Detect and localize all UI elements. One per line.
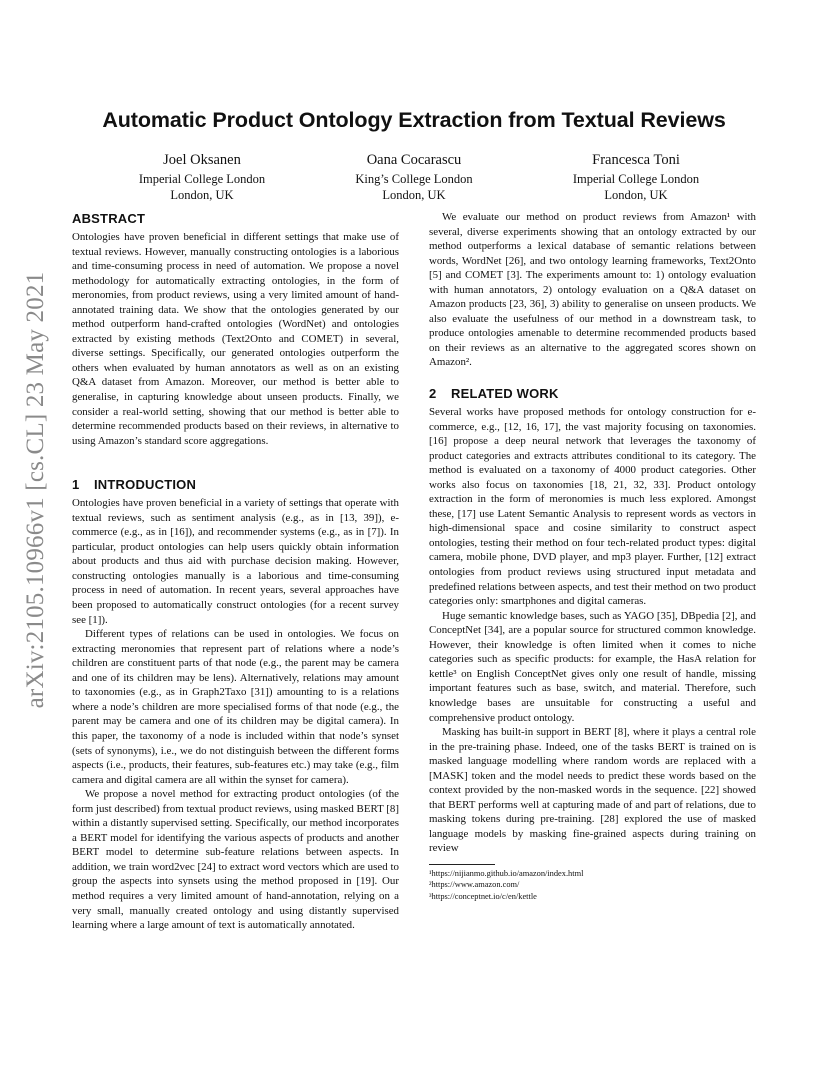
author-name: Francesca Toni (592, 152, 680, 168)
author-location: London, UK (382, 188, 446, 202)
author-affiliation: Imperial College London (572, 172, 700, 186)
arxiv-id-text: arXiv:2105.10966v1 [cs.CL] 23 May 2021 (22, 271, 49, 709)
author-name: Oana Cocarascu (366, 152, 462, 168)
abstract-heading: ABSTRACT (72, 211, 146, 226)
author-affiliation: Imperial College London (138, 172, 266, 186)
section-number: 2 (429, 386, 437, 402)
footnote: ¹https://nijianmo.github.io/amazon/index.html (429, 868, 584, 878)
footnote-rule (429, 864, 495, 865)
related-paragraph: Masking has built-in support in BERT [8], where it plays a central role in the pre-training phase. Indeed, one of the tasks BERT is trained on is masked language modelling where random words are replaced with a [MASK] token and the model needs to predict these words based on the context provided by the non-masked words in the sequence. [22] showed that BERT performs well at capturing made of and part of relations, due to masking tokens during pre-training. [28] explored the use of masked language models by masking fine-grained aspects during training on review (429, 726, 756, 855)
footnotes (429, 864, 756, 903)
section-heading-introduction (72, 476, 399, 494)
related-paragraph: Several works have proposed methods for ontology construction for e-commerce, e.g., [12, 16, 17], the vast majority focusing on taxonomies. [16] propose a deep neural network that leverages the taxonomy of product categories and extracts attributes conditional to its category. The method is evaluated on a taxonomy of 4000 product categories. Other works also focus on taxonomies [18, 21, 32, 33]. Product ontology extraction in the form of meronomies is much less explored. Amongst these, [17] use Latent Semantic Analysis to represent words as vectors in high-dimensional space and cosine similarity to construct aspect ontologies, testing their method on four tech-related product types: digital camera, mobile phone, DVD player, and mp3 player. Further, [12] extract ontologies from product reviews using structured input metadata and predefined relations between aspects, and test their method on two product categories only: smartphones and digital cameras. (429, 406, 756, 608)
intro-paragraph: We evaluate our method on product reviews from Amazon¹ with several, diverse experiments showing that an ontology extracted by our method outperforms a lexical database of semantic relations between words, WordNet [26], and two ontology learning frameworks, Text2Onto [5] and COMET [3]. The experiments amount to: 1) ontology evaluation with human annotators, 2) ontology evaluation on a Q&A dataset on Amazon products [23, 36], 3) ability to generalise on unseen products. We also evaluate the usefulness of our method in a downstream task, to produce ontologies amenable to determine recommended products based on their reviews as an alternative to the aggregated scores shown on Amazon². (429, 211, 756, 369)
author-location: London, UK (170, 188, 234, 202)
arxiv-identifier-stamp (14, 271, 58, 709)
section-title: INTRODUCTION (94, 477, 197, 493)
author-block-1 (92, 150, 312, 203)
intro-paragraph: We propose a novel method for extracting product ontologies (of the form just described) from textual product reviews, using masked BERT [8] within a distantly supervised setting. Specifically, our method incorporates a BERT model for identifying the various aspects of products and another BERT model to determine sub-feature relations between aspects. In addition, we train word2vec [24] to extract word vectors which are used to group the aspects into synsets using the method proposed in [19]. Our method requires a very limited amount of hand-annotation, relying on a very small, manually created ontology and using distantly supervised learning where a large amount of text is automatically annotated. (72, 788, 399, 932)
abstract-text: Ontologies have proven beneficial in different settings that make use of textual reviews. However, manually constructing ontologies is a laborious and time-consuming process in need of automation. We propose a novel methodology for automatically extracting ontologies, in the form of meronomies, from product reviews, using a very limited amount of hand-annotated training data. We show that the ontologies generated by our method outperform hand-crafted ontologies (WordNet) and ontologies extracted by existing methods (Text2Onto and COMET) in several, diverse settings. Specifically, our generated ontologies outperform the others when evaluated by human annotators as well as on an existing Q&A dataset from Amazon. Moreover, our method is better able to generalise, in capturing knowledge about unseen products. Finally, we consider a real-world setting, showing that our method is better able to determine recommended products based on their reviews, in alternative to using Amazon’s standard score aggregations. (72, 231, 399, 447)
left-column (72, 210, 399, 933)
author-name: Joel Oksanen (163, 152, 241, 168)
related-paragraph: Huge semantic knowledge bases, such as YAGO [35], DBpedia [2], and ConceptNet [34], are a popular source for structured common knowledge. However, their knowledge is often limited when it comes to niche categories such as specific products: for example, the HasA relation for kettle³ on English ConceptNet gives only one result of handle, missing important features such as base, switch, and material. Therefore, such knowledge bases are unsuitable for constructing a useful and comprehensive product ontology. (429, 609, 756, 724)
author-location: London, UK (604, 188, 668, 202)
footnote: ²https://www.amazon.com/ (429, 880, 520, 890)
author-affiliation: King’s College London (355, 172, 473, 186)
section-number: 1 (72, 477, 80, 493)
author-block-3 (526, 150, 746, 203)
paper-title: Automatic Product Ontology Extraction from Textual Reviews (102, 108, 726, 132)
author-block-2 (304, 150, 524, 203)
section-title: RELATED WORK (451, 386, 559, 402)
intro-paragraph: Ontologies have proven beneficial in a variety of settings that operate with textual reviews, such as sentiment analysis (e.g., as in [13, 39]), e-commerce (e.g., as in [16]), and recommender systems (e.g., as in [7]). In particular, product ontologies can help users quickly obtain information about products and thus aid with purchase decision making. However, constructing ontologies manually is a laborious and time-consuming process in need of automation. In recent years, several approaches have been proposed to automatically construct ontologies (for a recent survey see [1]). (72, 497, 399, 626)
section-heading-related-work (429, 385, 756, 403)
right-column (429, 210, 756, 902)
intro-paragraph: Different types of relations can be used in ontologies. We focus on extracting meronomies that represent part of relations where a node’s children are constituent parts of that node (e.g., the parent may be camera and one of its children may be lens). Alternatively, relations may amount to taxonomies (e.g., as in Graph2Taxo [31]) amounting to is a relations where a node’s children are more specialised forms of that node (e.g., the parent may be camera and one of its children may be digital camera). In this paper, the taxonomy of a node is included within that node’s synset (sets of synonyms), i.e., we do not distinguish between the different forms aspects (i.e., products, their features, sub-features etc.) may take (e.g., film camera and digital camera are all within the synset for camera). (72, 628, 399, 786)
footnote: ³https://conceptnet.io/c/en/kettle (429, 891, 537, 901)
